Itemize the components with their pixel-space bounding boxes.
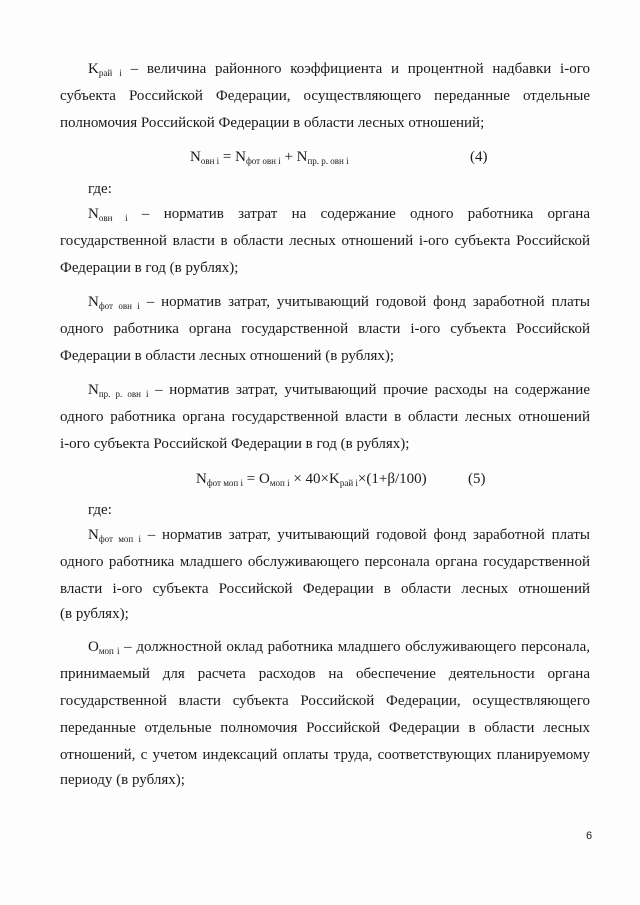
k-rai-line3: полномочия Российской Федерации в области лесных отношений; [60, 115, 485, 131]
o-mop-line5: отношений, с учетом индексаций оплаты труда, соответствующих планируемому [60, 747, 590, 763]
formula-4: $N_{овн i} = N_{фот овн i} + N_{пр. р. овн i}$ [190, 149, 349, 166]
o-mop-line2: принимаемый для расчета расходов на обеспечение деятельности органа [60, 666, 590, 682]
n-fot-line1: $N_{фот овн i}$ – норматив затрат, учитывающий годовой фонд заработной платы [88, 294, 590, 311]
where-label-1: где: [88, 181, 112, 197]
o-mop-line1: $O_{моп i}$ – должностной оклад работника младшего обслуживающего персонала, [88, 639, 590, 656]
n-ovn-line1: $N_{овн i}$ – норматив затрат на содержание одного работника органа [88, 206, 590, 223]
formula-5: $N_{фот моп i} = O_{моп i} \times 40\times K_{рай i}\times(1+\beta/100)$ [196, 471, 427, 488]
o-mop-line6: периоду (в рублях); [60, 772, 185, 788]
page-number: 6 [586, 830, 593, 842]
n-pr-line2: одного работника органа государственной власти в области лесных отношений [60, 409, 590, 425]
n-fot-mop-line2: одного работника младшего обслуживающего персонала органа государственной [60, 554, 590, 570]
n-pr-line1: $N_{пр. р. овн i}$ – норматив затрат, учитывающий прочие расходы на содержание [88, 382, 590, 399]
formula-5-number: (5) [468, 471, 486, 487]
n-fot-line2: одного работника органа государственной власти i-ого субъекта Российской [60, 321, 590, 337]
k-rai-line1: $K_{рай i}$ – величина районного коэффициента и процентной надбавки i-ого [88, 61, 591, 78]
n-fot-mop-line4: (в рублях); [60, 606, 129, 622]
n-ovn-line3: Федерации в год (в рублях); [60, 260, 239, 276]
n-fot-line3: Федерации в области лесных отношений (в рублях); [60, 348, 395, 364]
n-fot-mop-line1: $N_{фот моп i}$ – норматив затрат, учитывающий годовой фонд заработной платы [88, 527, 590, 544]
n-ovn-line2: государственной власти в области лесных отношений i-ого субъекта Российской [60, 233, 590, 249]
formula-4-number: (4) [470, 149, 488, 165]
k-rai-line2: субъекта Российской Федерации, осуществляющего переданные отдельные [60, 88, 590, 104]
n-pr-line3: i-ого субъекта Российской Федерации в год (в рублях); [60, 436, 410, 452]
o-mop-line3: государственной власти субъекта Российской Федерации, осуществляющего [60, 693, 590, 709]
where-label-2: где: [88, 502, 112, 518]
n-fot-mop-line3: власти i-ого субъекта Российской Федерации в области лесных отношений [60, 581, 590, 597]
o-mop-line4: переданные отдельные полномочия Российской Федерации в области лесных [60, 720, 590, 736]
